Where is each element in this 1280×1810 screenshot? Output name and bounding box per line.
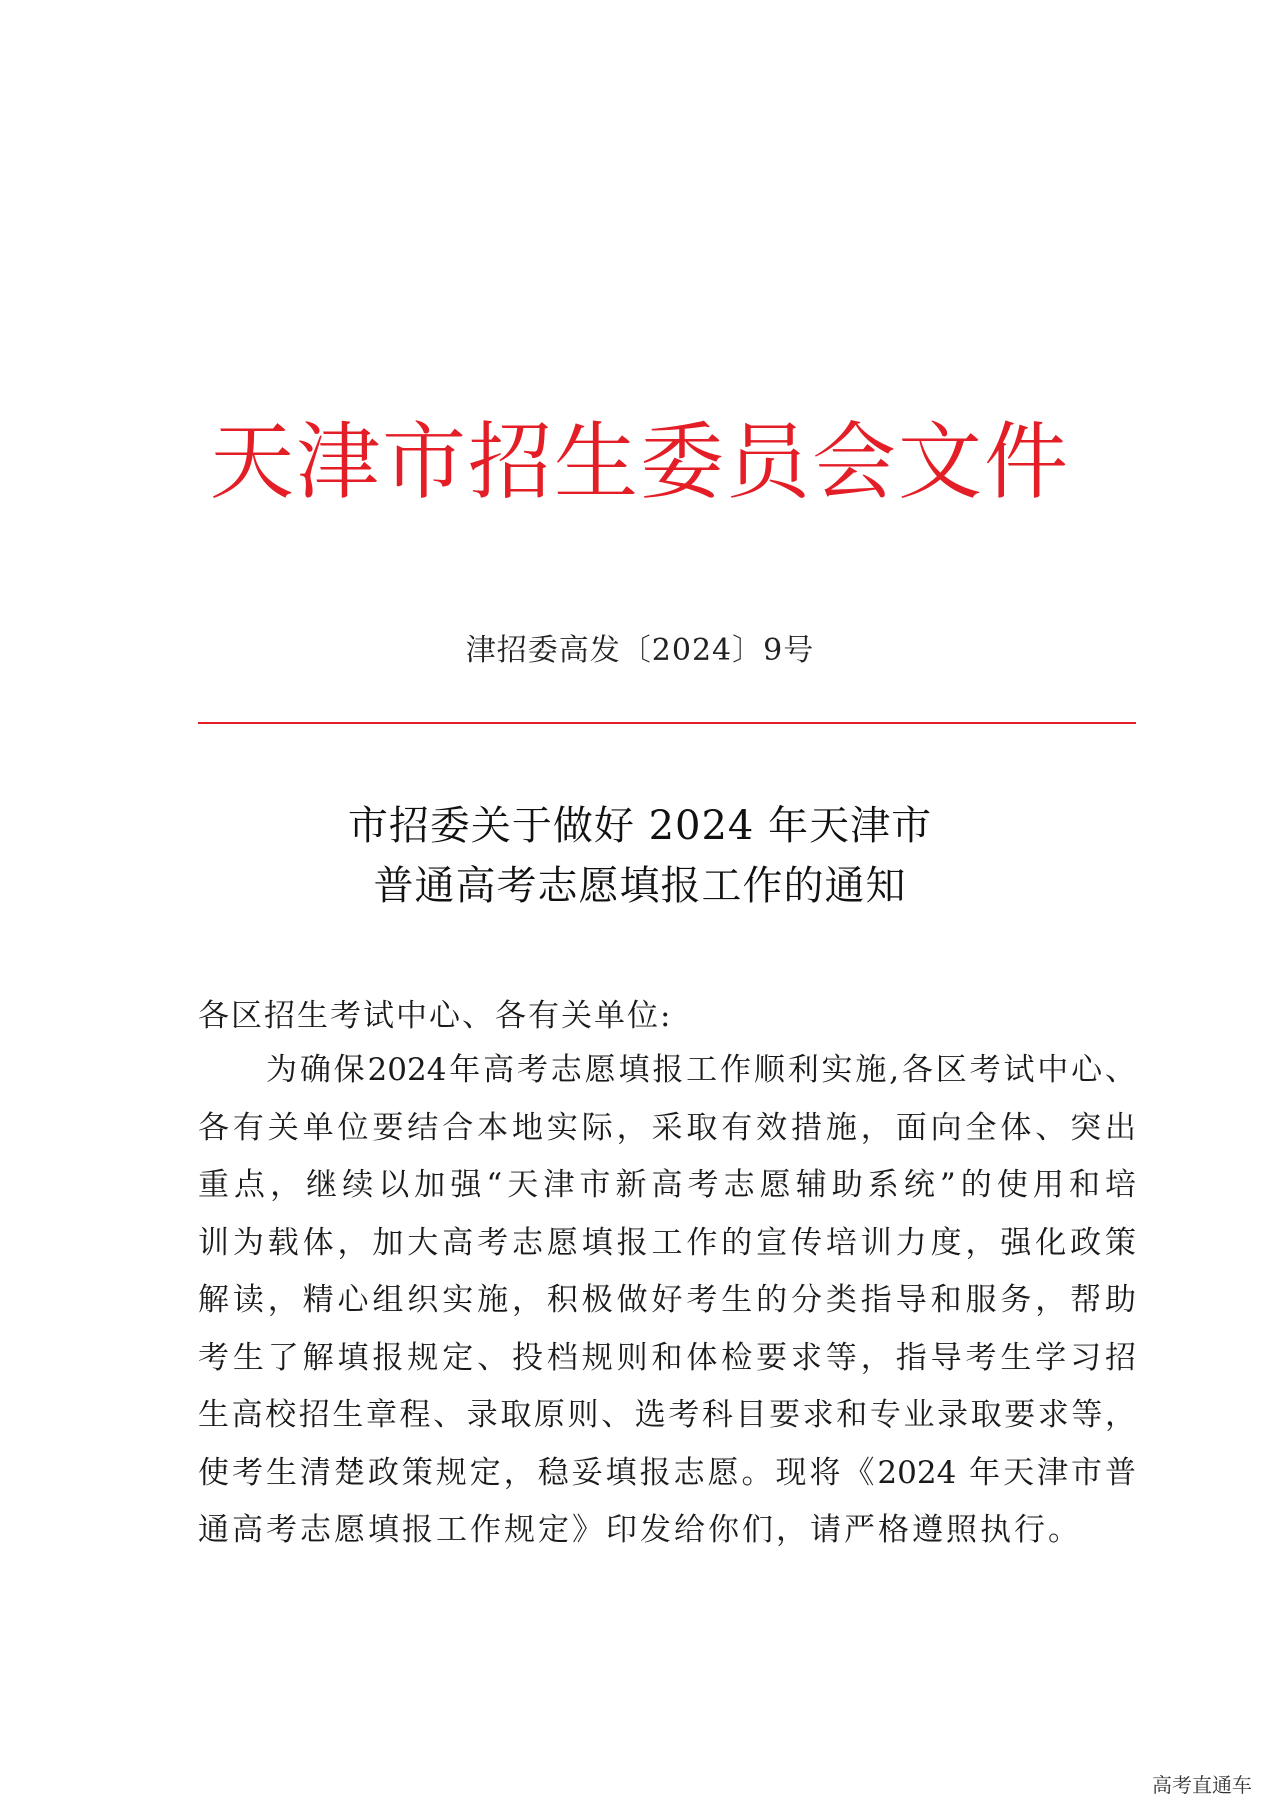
body-line: 为确保2024年高考志愿填报工作顺利实施,各区考试中心、 — [266, 1052, 1136, 1088]
body-line: 生高校招生章程、录取原则、选考科目要求和专业录取要求等， — [198, 1397, 1136, 1433]
notice-title-line-1: 市招委关于做好 2024 年天津市 — [347, 803, 933, 849]
notice-title — [0, 796, 1280, 916]
red-divider-line — [198, 722, 1136, 724]
body-line: 解读，精心组织实施，积极做好考生的分类指导和服务，帮助 — [198, 1282, 1136, 1318]
body-line: 考生了解填报规定、投档规则和体检要求等，指导考生学习招 — [198, 1339, 1136, 1376]
watermark-text: 高考直通车 — [1152, 1773, 1252, 1797]
document-number: 津招委高发〔2024〕9号 — [465, 633, 815, 668]
salutation: 各区招生考试中心、各有关单位: — [198, 998, 673, 1034]
issuer-title: 天津市招生委员会文件 — [209, 413, 1070, 511]
body-paragraph — [198, 1042, 1136, 1560]
body-line: 重点，继续以加强“天津市新高考志愿辅助系统”的使用和培 — [198, 1167, 1136, 1203]
body-line: 训为载体，加大高考志愿填报工作的宣传培训力度，强化政策 — [198, 1224, 1136, 1261]
body-line: 通高考志愿填报工作规定》印发给你们，请严格遵照执行。 — [198, 1512, 1082, 1548]
notice-title-line-2: 普通高考志愿填报工作的通知 — [373, 863, 907, 909]
body-line: 各有关单位要结合本地实际，采取有效措施，面向全体、突出 — [198, 1109, 1136, 1146]
body-line: 使考生清楚政策规定，稳妥填报志愿。现将《2024 年天津市普 — [198, 1454, 1136, 1491]
